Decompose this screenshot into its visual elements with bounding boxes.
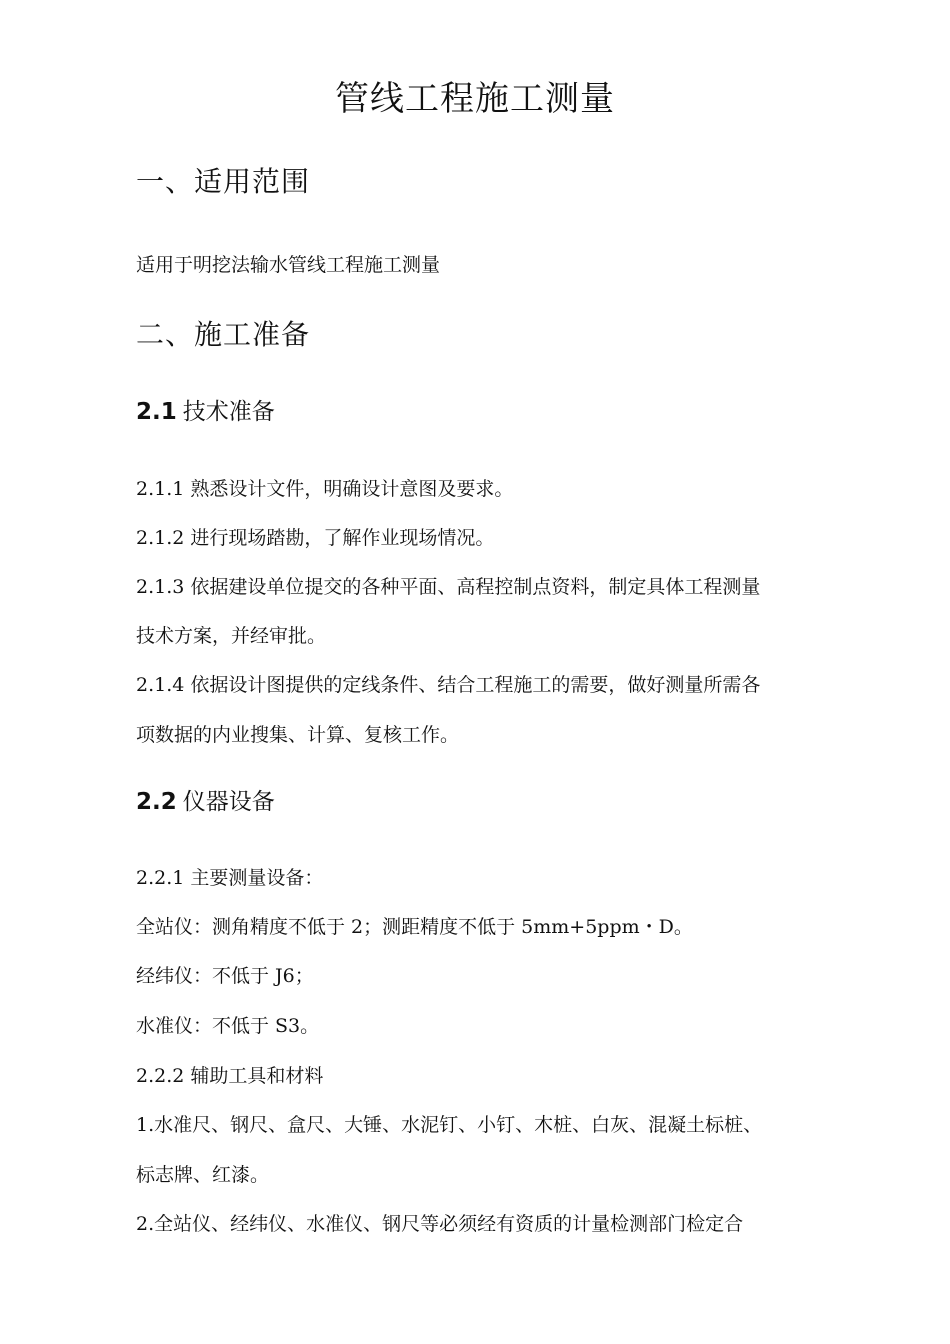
subsection-heading-equipment <box>136 784 275 820</box>
subsection-number: 2.1 <box>136 399 177 425</box>
paragraph-line: 1.水准尺、钢尺、盒尺、大锤、水泥钉、小钉、木桩、白灰、混凝土标桩、 <box>136 1114 763 1136</box>
paragraph-line: 2.1.4 依据设计图提供的定线条件、结合工程施工的需要，做好测量所需各 <box>136 674 761 696</box>
section-heading-preparation: 二、施工准备 <box>136 318 311 351</box>
document-title: 管线工程施工测量 <box>335 79 615 119</box>
paragraph-line: 经纬仪：不低于 J6； <box>136 965 314 987</box>
paragraph-line: 标志牌、红漆。 <box>136 1164 270 1186</box>
section-heading-scope: 一、适用范围 <box>136 165 311 198</box>
paragraph-line: 技术方案，并经审批。 <box>136 625 327 647</box>
paragraph-line: 全站仪：测角精度不低于 2；测距精度不低于 5mm+5ppm・D。 <box>136 916 693 938</box>
paragraph-line: 2.全站仪、经纬仪、水准仪、钢尺等必须经有资质的计量检测部门检定合 <box>136 1213 744 1235</box>
paragraph-line: 2.2.2 辅助工具和材料 <box>136 1065 324 1087</box>
subsection-heading-technical <box>136 394 275 430</box>
paragraph-line: 2.2.1 主要测量设备： <box>136 867 324 889</box>
paragraph-line: 项数据的内业搜集、计算、复核工作。 <box>136 724 460 746</box>
subsection-title: 仪器设备 <box>182 789 275 815</box>
paragraph-scope: 适用于明挖法输水管线工程施工测量 <box>136 254 441 276</box>
subsection-number: 2.2 <box>136 789 177 815</box>
paragraph-line: 2.1.2 进行现场踏勘，了解作业现场情况。 <box>136 527 495 549</box>
paragraph-line: 2.1.1 熟悉设计文件，明确设计意图及要求。 <box>136 478 514 500</box>
subsection-title: 技术准备 <box>182 399 275 425</box>
paragraph-line: 水准仪：不低于 S3。 <box>136 1015 320 1037</box>
paragraph-line: 2.1.3 依据建设单位提交的各种平面、高程控制点资料，制定具体工程测量 <box>136 576 761 598</box>
